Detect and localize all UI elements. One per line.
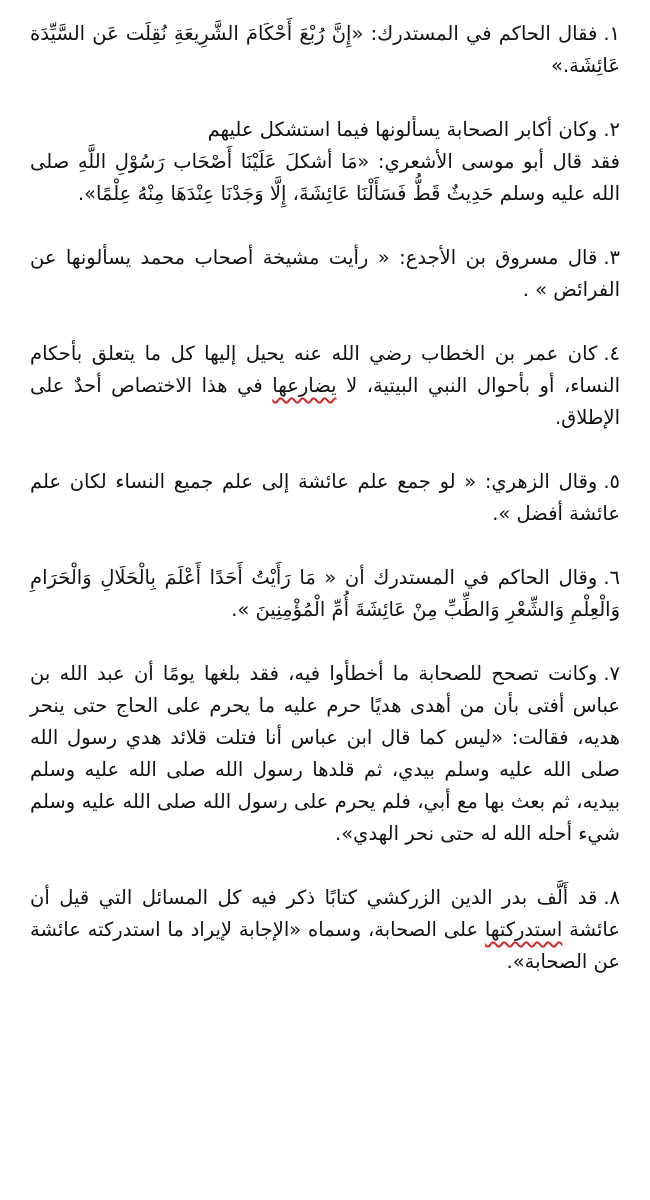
item-1-paragraph — [30, 18, 620, 82]
item-4-number: ٤. — [603, 342, 620, 365]
item-4-text-after: في هذا الاختصاص أحدٌ على الإطلاق. — [30, 374, 620, 429]
list-item-5 — [30, 466, 620, 530]
item-3-number: ٣. — [603, 246, 620, 269]
list-item-8 — [30, 882, 620, 978]
spellcheck-flagged-word[interactable]: يضارعها — [272, 374, 337, 397]
item-6-paragraph — [30, 562, 620, 626]
item-7-paragraph — [30, 658, 620, 850]
list-item-2 — [30, 114, 620, 210]
list-item-4 — [30, 338, 620, 434]
item-2-number: ٢. — [603, 118, 620, 141]
item-8-text-after: على الصحابة، وسماه «الإجابة لإيراد ما استدركته عائشة عن الصحابة». — [30, 918, 620, 973]
item-5-text: وقال الزهري: « لو جمع علم عائشة إلى علم جميع النساء لكان علم عائشة أفضل ». — [30, 470, 620, 525]
item-7-text: وكانت تصحح للصحابة ما أخطأوا فيه، فقد بلغها يومًا أن عبد الله بن عباس أفتى بأن من أهدى هديًا حرم عليه ما يحرم على الحاج حتى ينحر هديه، فقالت: «ليس كما قال ابن عباس أنا فتلت قلائد هدي رسول الله صلى الله عليه وسلم بيدي، ثم قلدها رسول الله صلى الله عليه وسلم بيديه، ثم بعث بها مع أبي، فلم يحرم على رسول الله صلى الله عليه وسلم شيء أحله الله له حتى نحر الهدي». — [30, 662, 620, 845]
item-8-text-before: قد أَلَّف بدر الدين الزركشي كتابًا ذكر فيه كل المسائل التي قيل أن عائشة — [30, 886, 620, 941]
list-item-7 — [30, 658, 620, 850]
list-item-6 — [30, 562, 620, 626]
item-2-line1: وكان أكابر الصحابة يسألونها فيما استشكل عليهم — [207, 118, 598, 141]
list-item-3 — [30, 242, 620, 306]
item-2-heading-line — [30, 114, 620, 146]
item-2-quote-paragraph: فقد قال أبو موسى الأشعري: «مَا أشكلَ عَلَيْنَا أَصْحَاب رَسُوْلِ اللَّهِ صلى الله عليه وسلم حَدِيثٌ قَطُّ فَسَأَلْنَا عَائِشَةَ، إِلَّا وَجَدْنَا عِنْدَهَا مِنْهُ عِلْمًا». — [30, 150, 620, 205]
item-5-paragraph — [30, 466, 620, 530]
item-4-paragraph — [30, 338, 620, 434]
item-5-number: ٥. — [603, 470, 620, 493]
item-3-paragraph — [30, 242, 620, 306]
spellcheck-flagged-word[interactable]: استدركتها — [484, 918, 563, 941]
item-1-text: فقال الحاكم في المستدرك: «إِنَّ رُبْعَ أَحْكَامَ الشَّرِيعَةِ نُقِلَت عَن السَّيِّدَة عَائِشَة.» — [30, 22, 620, 77]
item-6-text: وقال الحاكم في المستدرك أن « مَا رَأَيْتُ أَحَدًا أَعْلَمَ بِالْحَلَالِ وَالْحَرَامِ وَالْعِلْمِ وَالشِّعْرِ وَالطِّبِّ مِنْ عَائِشَةَ أُمِّ الْمُؤْمِنِينَ ». — [30, 566, 620, 621]
item-3-text: قال مسروق بن الأجدع: « رأيت مشيخة أصحاب محمد يسألونها عن الفرائض » . — [30, 246, 620, 301]
document-body — [30, 18, 620, 1010]
item-1-number: ١. — [603, 22, 620, 45]
item-8-paragraph — [30, 882, 620, 978]
item-8-number: ٨. — [603, 886, 620, 909]
item-4-text-before: كان عمر بن الخطاب رضي الله عنه يحيل إليها كل ما يتعلق بأحكام النساء، أو بأحوال النبي البيتية، لا — [30, 342, 620, 397]
item-6-number: ٦. — [603, 566, 620, 589]
list-item-1 — [30, 18, 620, 82]
item-7-number: ٧. — [603, 662, 620, 685]
